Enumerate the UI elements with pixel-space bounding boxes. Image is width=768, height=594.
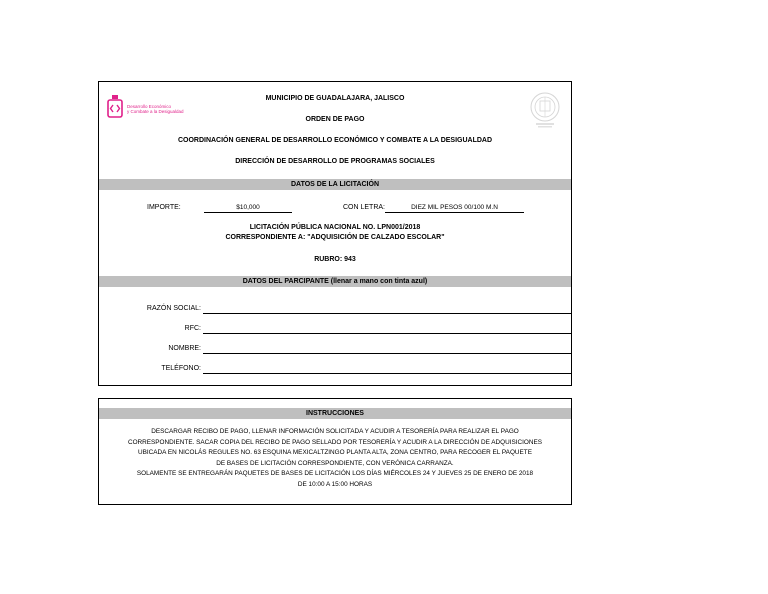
nombre-field[interactable] (203, 353, 572, 354)
instruction-line: CORRESPONDIENTE. SACAR COPIA DEL RECIBO DE PAGO SELLADO POR TESORERÍA Y ACUDIR A LA DIRECCIÓN DE ADQUISICIONES (127, 438, 543, 446)
con-letra-label: CON LETRA: (343, 204, 386, 211)
instructions-header: INSTRUCCIONES (99, 408, 571, 419)
municipality-title: MUNICIPIO DE GUADALAJARA, JALISCO (265, 95, 405, 102)
rfc-label: RFC: (184, 325, 201, 332)
instruction-line: UBICADA EN NICOLÁS REGULES NO. 63 ESQUINA MEXICALTZINGO PLANTA ALTA, ZONA CENTRO, PARA RECOGER EL PAQUETE (138, 449, 532, 457)
participante-section-header: DATOS DEL PARCIPANTE (llenar a mano con tinta azul) (99, 276, 571, 287)
coordination-title: COORDINACIÓN GENERAL DE DESARROLLO ECONÓMICO Y COMBATE A LA DESIGUALDAD (177, 137, 493, 144)
razon-social-label: RAZÓN SOCIAL: (146, 305, 201, 312)
logo-text-line1: Desarrollo Económico (127, 104, 172, 109)
telefono-label: TELÉFONO: (161, 365, 201, 372)
telefono-field[interactable] (203, 373, 572, 374)
rfc-field[interactable] (203, 333, 572, 334)
instructions-box (98, 398, 572, 505)
instructions-text (99, 427, 571, 491)
instruction-line: DE 10:00 A 15:00 HORAS (297, 480, 373, 488)
nombre-label: NOMBRE: (168, 345, 201, 352)
licitacion-section-header: DATOS DE LA LICITACIÓN (99, 179, 571, 190)
instruction-line: DESCARGAR RECIBO DE PAGO, LLENAR INFORMACIÓN SOLICITADA Y ACUDIR A TESORERÍA PARA REALIZAR EL PAGO (151, 428, 519, 435)
logo-text-line2: y Combate a la Desigualdad (127, 109, 184, 114)
razon-social-field[interactable] (203, 313, 572, 314)
rubro-text: RUBRO: 943 (314, 256, 356, 263)
payment-order-form (98, 81, 572, 386)
con-letra-value: DIEZ MIL PESOS 00/100 M.N (385, 203, 524, 213)
document-title: ORDEN DE PAGO (305, 116, 365, 123)
licitacion-description: CORRESPONDIENTE A: "ADQUISICIÓN DE CALZADO ESCOLAR" (225, 234, 445, 241)
importe-value: $10,000 (204, 203, 292, 213)
importe-label: IMPORTE: (147, 204, 181, 211)
instruction-line: SOLAMENTE SE ENTREGARÁN PAQUETES DE BASES DE LICITACIÓN LOS DÍAS MIÉRCOLES 24 Y JUEVES 25 DE ENERO DE 2018 (136, 470, 534, 478)
direction-title: DIRECCIÓN DE DESARROLLO DE PROGRAMAS SOCIALES (235, 158, 435, 165)
licitacion-number: LICITACIÓN PÚBLICA NACIONAL NO. LPN001/2018 (249, 224, 421, 231)
instruction-line: DE BASES DE LICITACIÓN CORRESPONDIENTE, CON VERÓNICA CARRANZA. (216, 459, 454, 467)
